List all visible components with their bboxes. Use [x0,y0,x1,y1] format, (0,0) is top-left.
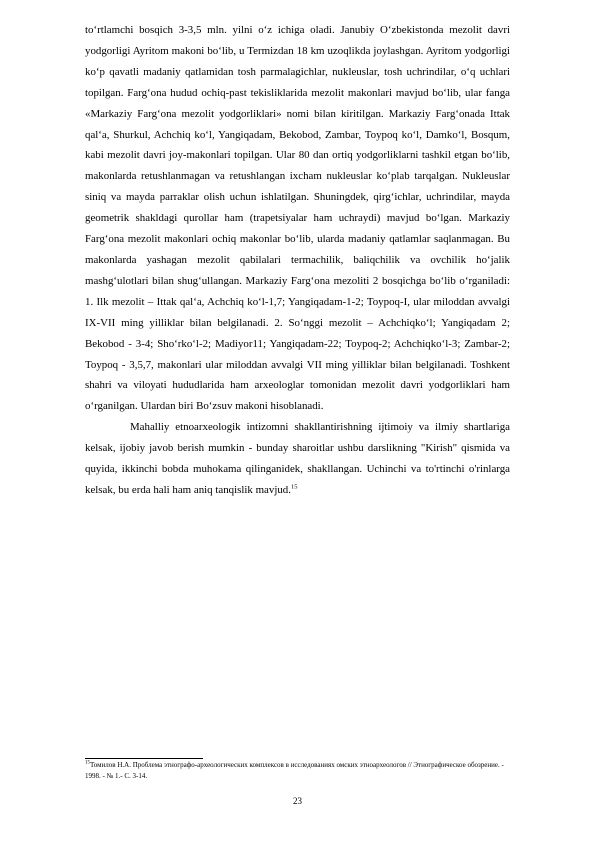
body-text [85,20,510,501]
footnote-separator [85,758,203,759]
page-number: 23 [293,796,302,806]
footnote-reference[interactable]: 15 [290,483,298,491]
footnote-mark: 15 [85,760,90,766]
footnote [85,760,510,782]
paragraph-2 [85,417,510,501]
paragraph-1: to‘rtlamchi bosqich 3-3,5 mln. yilni o‘z ichiga oladi. Janubiy O‘zbekistonda mezolit davri yodgorligi Ayritom makoni bo‘lib, u Termizdan 18 km uzoqlikda joylashgan. Ayritom yodgorligi ko‘p qavatli madaniy qatlamidan tosh parmalagichlar, nukleuslar, tosh uchrindilar, o‘q uchlari topilgan. Farg‘ona hudud ochiq-past tekisliklarida mezolit makonlari mavjud bo‘lib, ular fanga «Markaziy Farg‘ona mezolit yodgorliklari» nomi bilan kiritilgan. Markaziy Farg‘onada Ittak qal‘a, Shurkul, Achchiq ko‘l, Yangiqadam, Bekobod, Zambar, Toypoq ko‘l, Damko‘l, Bosqum, kabi mezolit davri joy-makonlari topilgan. Ular 80 dan ortiq yodgorliklarni tashkil etgan bo‘lib, makonlarda retushlanmagan va retushlangan ixcham nukleuslar ko‘plab tarqalgan. Nukleuslar siniq va mayda parraklar olish uchun ishlatilgan. Shuningdek, qirg‘ichlar, uchrindilar, mayda geometrik shakldagi qurollar ham (trapetsiyalar ham uchraydi) mavjud bo‘lgan. Markaziy Farg‘ona mezolit makonlari ochiq makonlar bo‘lib, ularda madaniy qatlamlar saqlanmagan. Bu makonlarda yashagan mezolit qabilalari termachilik, baliqchilik va ovchilik ho‘jalik mashg‘ulotlari bilan shug‘ullangan. Markaziy Farg‘ona mezoliti 2 bosqichga bo‘lib o‘rganiladi: 1. Ilk mezolit – Ittak qal‘a, Achchiq ko‘l-1,7; Yangiqadam-1-2; Toypoq-I, ular miloddan avvalgi IX-VII ming yilliklar bilan belgilanadi. 2. So‘nggi mezolit – Achchiqko‘l; Yangiqadam 2; Bekobod - 3-4; Sho‘rko‘l-2; Madiyor11; Yangiqadam-22; Toypoq-2; Achchiqko‘l-3; Zambar-2; Toypoq - 3,5,7, makonlari ular miloddan avvalgi VII ming yilliklar bilan belgilanadi. Toshkent shahri va viloyati hududlarida ham arxeologlar tomonidan mezolit davri yodgorliklari ham o‘rganilgan. Ulardan biri Bo‘zsuv makoni hisoblanadi. [85,24,510,413]
paragraph-2-text: Mahalliy etnoarxeologik intizomni shakllantirishning ijtimoiy va ilmiy shartlariga kelsak, ijobiy javob berish mumkin - bunday sharoitlar ushbu darslikning "Kirish" qismida va quyida, ikkinchi bobda muhokama qilinganidek, shakllangan. Uchinchi va to'rtinchi o'rinlarga kelsak, bu erda hali ham aniq tanqislik mavjud. [85,421,510,496]
footnote-text: Томилов Н.А. Проблема этнографо-археологических комплексов в исследованиях омских этноархеологов // Этнографическое обозрение. - 1998. - № 1.- С. 3-14. [85,761,504,780]
